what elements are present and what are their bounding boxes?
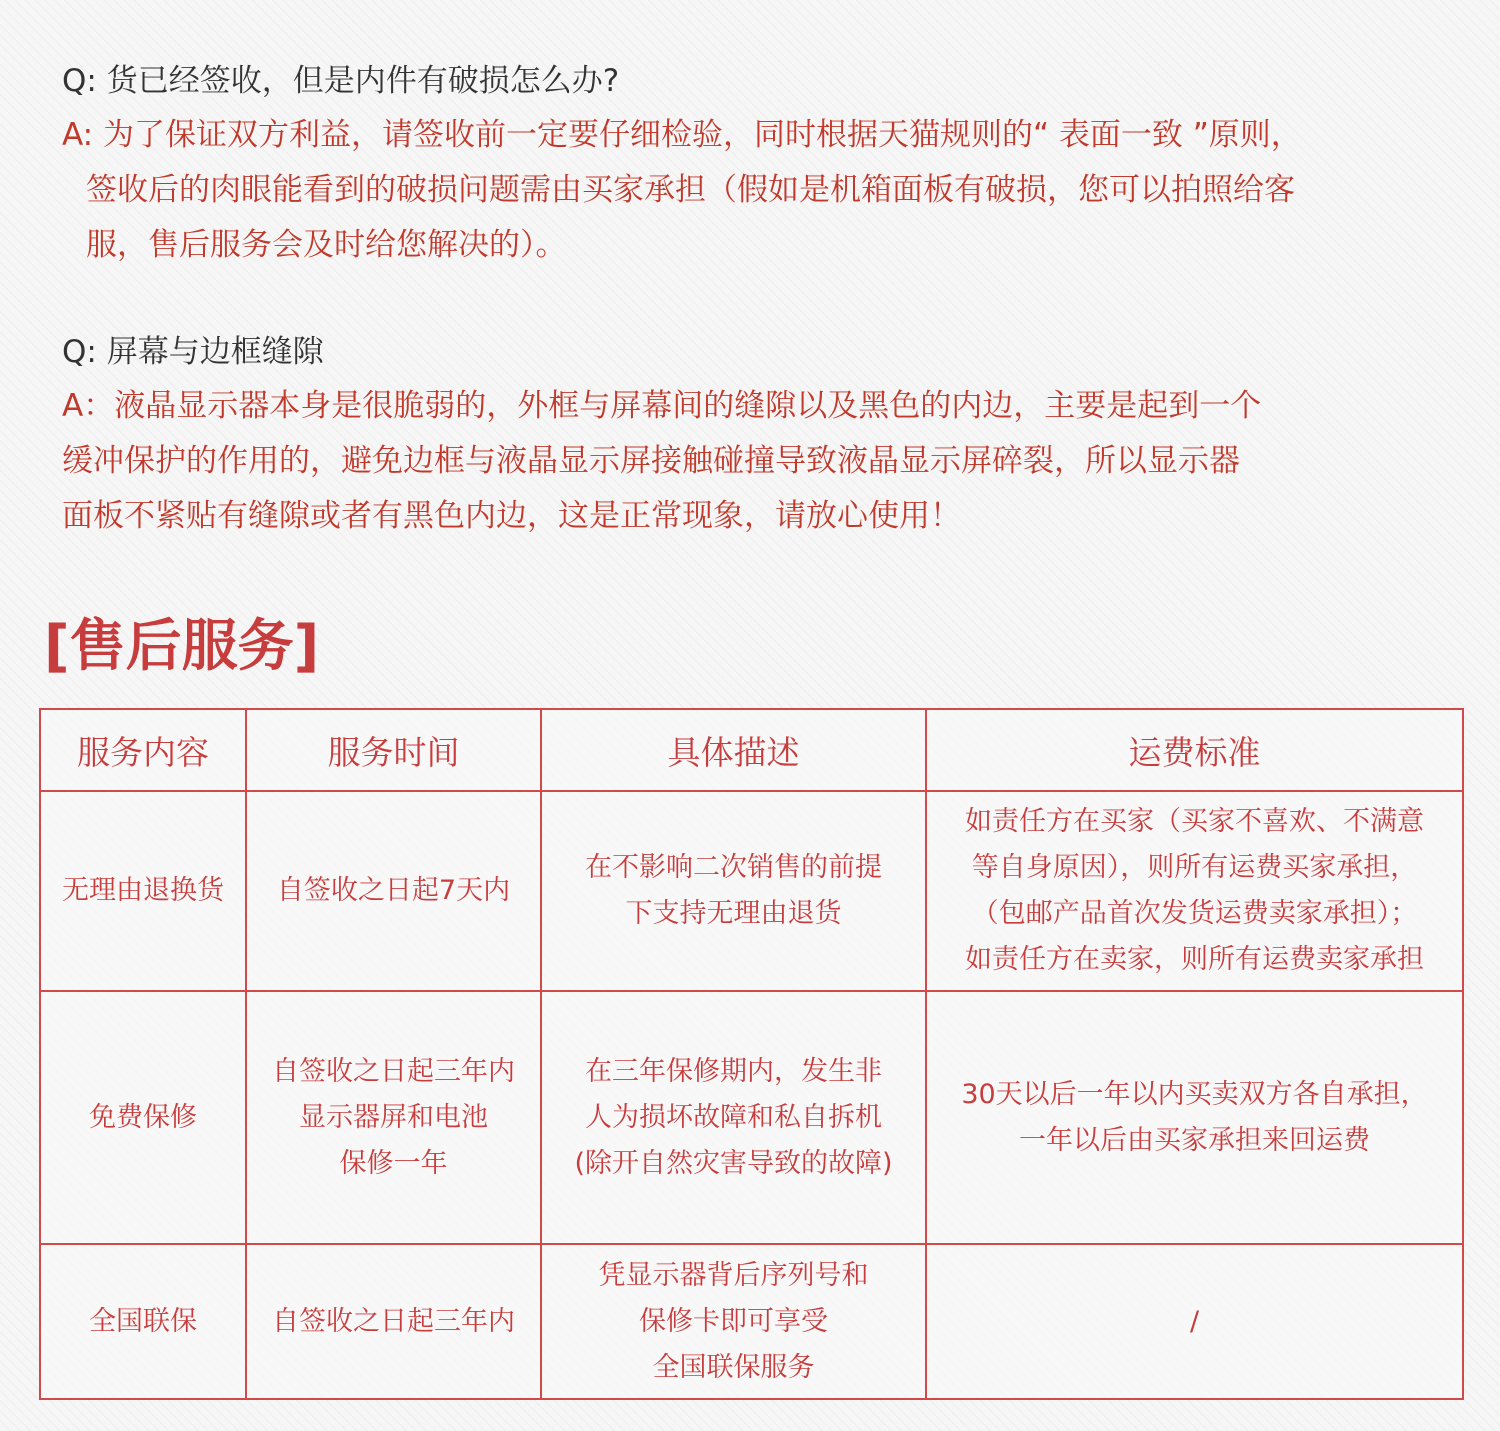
cell-line: 下支持无理由退货 [625,898,842,929]
cell-shipping-fee [926,791,1463,991]
header-description: 具体描述 [541,709,926,791]
faq-answer [62,379,1472,544]
cell-line: 全国联保服务 [652,1351,815,1383]
faq-answer [62,108,1472,273]
cell-line: 显示器屏和电池 [299,1101,488,1133]
table-row [40,1244,1463,1399]
faq-answer-line: 面板不紧贴有缝隙或者有黑色内边，这是正常现象，请放心使用！ [62,498,961,534]
cell-description [541,1244,926,1399]
cell-line: 自签收之日起7天内 [276,875,511,906]
section-title-after-sales: [售后服务] [44,614,320,679]
cell-time [246,991,541,1244]
cell-line: 如责任方在买家（买家不喜欢、不满意 [965,806,1424,837]
header-service-time: 服务时间 [246,709,541,791]
cell-line: 30天以后一年以内买卖双方各自承担， [961,1078,1428,1110]
cell-line: 自签收之日起三年内 [272,1305,515,1337]
cell-line: 如责任方在卖家，则所有运费卖家承担 [965,944,1424,975]
cell-line: 自签收之日起三年内 [272,1055,515,1087]
cell-line: （包邮产品首次发货运费卖家承担）； [971,898,1418,929]
cell-description [541,791,926,991]
cell-line: 人为损坏故障和私自拆机 [585,1101,882,1133]
faq-question: Q: 货已经签收，但是内件有破损怎么办? [62,63,620,99]
cell-line: 保修卡即可享受 [639,1305,828,1337]
cell-line: / [1189,1305,1200,1337]
faq-answer-line: 服，售后服务会及时给您解决的）。 [86,227,567,263]
header-service-content: 服务内容 [40,709,246,791]
faq-item-damaged-goods [62,54,1472,273]
cell-shipping-fee [926,991,1463,1244]
cell-line: 在三年保修期内，发生非 [585,1055,882,1087]
faq-answer-line: A: 为了保证双方利益，请签收前一定要仔细检验，同时根据天猫规则的“ 表面一致 ”原则， [62,117,1302,153]
cell-line: 在不影响二次销售的前提 [585,852,882,883]
after-sales-service-table [39,708,1464,1400]
cell-line: (除开自然灾害导致的故障) [574,1147,893,1179]
faq-answer-line: 缓冲保护的作用的，避免边框与液晶显示屏接触碰撞导致液晶显示屏碎裂，所以显示器 [62,443,1240,479]
faq-answer-line: A：液晶显示器本身是很脆弱的，外框与屏幕间的缝隙以及黑色的内边，主要是起到一个 [62,388,1262,424]
cell-line: 凭显示器背后序列号和 [598,1259,869,1291]
cell-service: 无理由退换货 [40,791,246,991]
table-header-row [40,709,1463,791]
cell-service: 全国联保 [40,1244,246,1399]
table-row [40,791,1463,991]
header-shipping-fee: 运费标准 [926,709,1463,791]
cell-line: 保修一年 [339,1147,448,1179]
faq-question: Q: 屏幕与边框缝隙 [62,334,324,370]
cell-service: 免费保修 [40,991,246,1244]
cell-line: 一年以后由买家承担来回运费 [1019,1124,1370,1156]
faq-answer-line: 签收后的肉眼能看到的破损问题需由买家承担（假如是机箱面板有破损，您可以拍照给客 [86,172,1295,208]
cell-description [541,991,926,1244]
table-row [40,991,1463,1244]
cell-time [246,791,541,991]
cell-shipping-fee [926,1244,1463,1399]
faq-item-screen-gap [62,325,1472,544]
cell-line: 等自身原因），则所有运费买家承担， [971,852,1418,883]
cell-time [246,1244,541,1399]
